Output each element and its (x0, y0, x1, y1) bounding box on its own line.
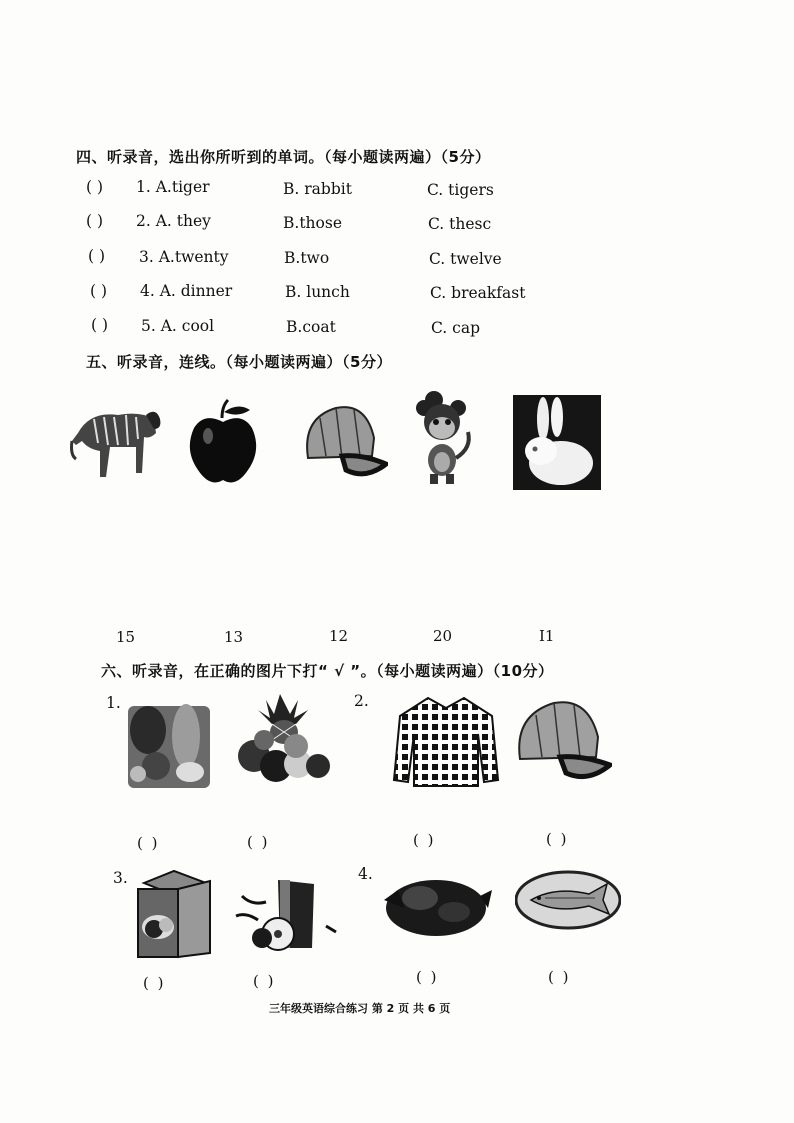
answer-paren-6-2[interactable]: ( ) (247, 833, 270, 851)
match-number-4: 20 (433, 627, 453, 645)
milk-carton-picture (134, 869, 214, 961)
item-label-2: 2. (354, 692, 369, 710)
fruits-picture (236, 692, 332, 792)
q4-option-b: B. lunch (285, 283, 350, 301)
q1-option-a: 1. A.tiger (136, 178, 210, 196)
q2-option-b: B.those (283, 214, 342, 232)
answer-paren-6-1[interactable]: ( ) (137, 834, 160, 852)
item-label-4: 4. (358, 865, 373, 883)
q5-option-a: 5. A. cool (141, 317, 215, 335)
q4-option-c: C. breakfast (430, 284, 526, 302)
answer-paren-4[interactable]: ( ) (90, 282, 108, 300)
section6-heading: 六、听录音，在正确的图片下打“ √ ”。（每小题读两遍）（10分） (101, 662, 554, 680)
fish-picture (515, 868, 621, 932)
cap-picture-2 (516, 693, 612, 785)
shirt-picture (392, 694, 500, 790)
answer-paren-6-8[interactable]: ( ) (548, 968, 571, 986)
q1-option-c: C. tigers (427, 181, 494, 199)
q3-option-b: B.two (284, 249, 330, 267)
q3-option-a: 3. A.twenty (139, 248, 229, 266)
tiger-picture (70, 393, 162, 485)
q1-option-b: B. rabbit (283, 180, 352, 198)
q5-option-c: C. cap (431, 319, 481, 337)
answer-paren-6-6[interactable]: ( ) (253, 972, 276, 990)
answer-paren-5[interactable]: ( ) (91, 316, 109, 334)
answer-paren-1[interactable]: ( ) (86, 178, 104, 196)
chicken-picture (380, 868, 494, 942)
match-number-1: 15 (116, 628, 136, 646)
monkey-picture (412, 388, 478, 488)
section5-heading: 五、听录音，连线。（每小题读两遍）（5分） (86, 353, 392, 371)
q3-option-c: C. twelve (429, 250, 502, 268)
match-number-5: I1 (539, 627, 555, 645)
page-footer: 三年级英语综合练习 第 2 页 共 6 页 (269, 1002, 451, 1015)
q4-option-a: 4. A. dinner (140, 282, 233, 300)
match-number-3: 12 (329, 627, 349, 645)
cap-picture (302, 398, 388, 484)
juice-picture (232, 876, 338, 952)
section4-heading: 四、听录音，选出你所听到的单词。（每小题读两遍）（5分） (76, 148, 491, 166)
item-label-1: 1. (106, 694, 121, 712)
q5-option-b: B.coat (286, 318, 336, 336)
match-number-2: 13 (224, 628, 244, 646)
q2-option-c: C. thesc (428, 215, 492, 233)
answer-paren-3[interactable]: ( ) (88, 247, 106, 265)
answer-paren-6-4[interactable]: ( ) (546, 830, 569, 848)
q2-option-a: 2. A. they (136, 212, 211, 230)
rabbit-picture (513, 395, 601, 490)
answer-paren-6-5[interactable]: ( ) (143, 974, 166, 992)
apple-picture (186, 398, 260, 488)
answer-paren-2[interactable]: ( ) (86, 212, 104, 230)
item-label-3: 3. (113, 869, 128, 887)
answer-paren-6-7[interactable]: ( ) (416, 968, 439, 986)
vegetables-picture (126, 700, 212, 792)
answer-paren-6-3[interactable]: ( ) (413, 831, 436, 849)
